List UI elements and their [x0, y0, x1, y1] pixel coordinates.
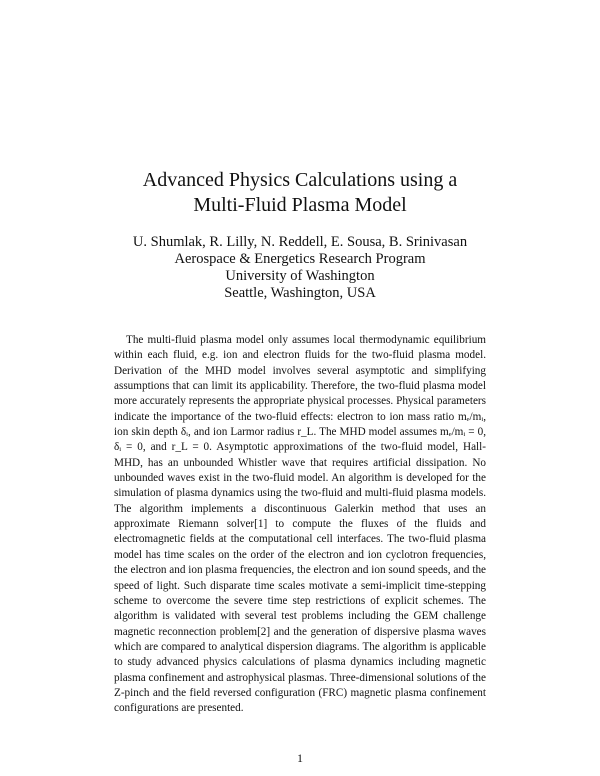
affiliation-location: Seattle, Washington, USA — [224, 285, 376, 301]
affiliation-university: University of Washington — [225, 268, 375, 284]
authors: U. Shumlak, R. Lilly, N. Reddell, E. Sousa, B. Srinivasan — [132, 234, 468, 250]
abstract: The multi-fluid plasma model only assumes local thermodynamic equilibrium within each fluid, e.g. ion and electron fluids for the two-fluid plasma model. Derivation of the MHD model involves several asymptotic and simplifying assumptions that can limit its applicability. Therefore, the two-fluid plasma model more accurately represents the appropriate physical processes. Physical parameters indicate the importance of the two-fluid effects: electron to ion mass ratio mₑ/mᵢ, ion skin depth δᵢ, and ion Larmor radius r_L. The MHD model assumes mₑ/mᵢ = 0, δᵢ = 0, and r_L = 0. Asymptotic approximations of the two-fluid model, Hall-MHD, has an unbounded Whistler wave that requires artificial dissipation. No unbounded waves exist in the two-fluid model. An algorithm is developed for the simulation of plasma dynamics using the two-fluid and multi-fluid plasma models. The algorithm implements a discontinuous Galerkin method that uses an approximate Riemann solver[1] to compute the fluxes of the fluids and electromagnetic fields at the computational cell interfaces. The two-fluid plasma model has time scales on the order of the electron and ion cyclotron frequencies, the electron and ion plasma frequencies, the electron and ion sound speeds, and the speed of light. Such disparate time scales motivate a semi-implicit time-stepping scheme to overcome the severe time step restrictions of explicit schemes. The algorithm is validated with several test problems including the GEM challenge magnetic reconnection problem[2] and the generation of dispersive plasma waves which are compared to analytical dispersion diagrams. The algorithm is applicable to study advanced physics calculations of plasma dynamics including magnetic plasma confinement and astrophysical plasmas. Three-dimensional solutions of the Z-pinch and the field reversed configuration (FRC) magnetic plasma confinement configurations are presented. — [114, 334, 486, 715]
affiliation-program: Aerospace & Energetics Research Program — [174, 251, 426, 267]
title-line-2: Multi-Fluid Plasma Model — [193, 194, 407, 216]
author-block — [0, 234, 600, 302]
title-line-1: Advanced Physics Calculations using a — [142, 169, 458, 191]
paper-title — [0, 168, 600, 218]
page-number: 1 — [297, 751, 303, 765]
